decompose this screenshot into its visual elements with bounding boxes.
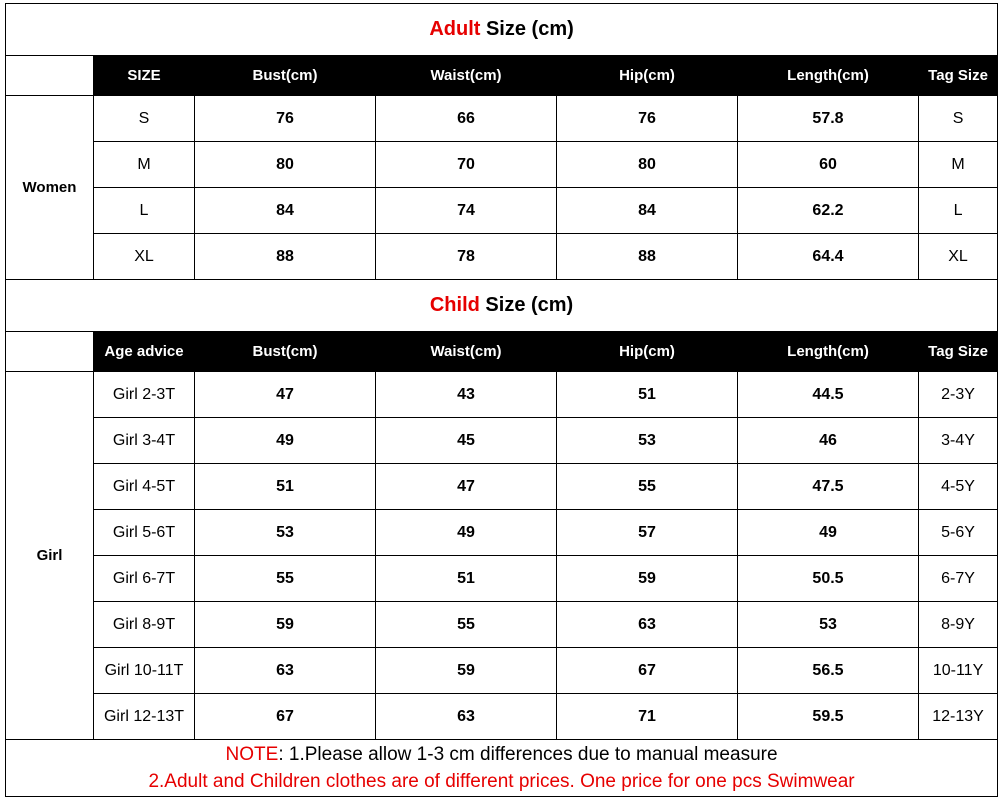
child-title-accent: Child: [429, 294, 480, 316]
child-column-header: Length(cm): [738, 332, 919, 372]
tag-size-cell: 8-9Y: [919, 602, 998, 648]
tag-size-cell: 4-5Y: [919, 464, 998, 510]
adult-column-header: Tag Size: [919, 56, 998, 96]
note-cell: [6, 740, 998, 797]
size-cell: Girl 12-13T: [94, 694, 195, 740]
note-line-2: 2.Adult and Children clothes are of different prices. One price for one pcs Swimwear: [148, 771, 855, 792]
child-table-row: [6, 510, 998, 556]
child-title-row: [6, 280, 998, 332]
hip-cell: 63: [557, 602, 738, 648]
length-cell: 60: [738, 142, 919, 188]
bust-cell: 67: [195, 694, 376, 740]
adult-section-title: [6, 4, 998, 56]
waist-cell: 51: [376, 556, 557, 602]
adult-column-header: Hip(cm): [557, 56, 738, 96]
child-column-header: Bust(cm): [195, 332, 376, 372]
size-cell: Girl 6-7T: [94, 556, 195, 602]
tag-size-cell: 10-11Y: [919, 648, 998, 694]
child-group-label: Girl: [6, 372, 94, 740]
size-cell: Girl 3-4T: [94, 418, 195, 464]
adult-table-row: [6, 142, 998, 188]
child-column-header: Age advice: [94, 332, 195, 372]
hip-cell: 80: [557, 142, 738, 188]
child-section-title: [6, 280, 998, 332]
tag-size-cell: XL: [919, 234, 998, 280]
tag-size-cell: 2-3Y: [919, 372, 998, 418]
adult-table-row: [6, 234, 998, 280]
adult-table-row: [6, 96, 998, 142]
child-table-row: [6, 464, 998, 510]
adult-table-row: [6, 188, 998, 234]
length-cell: 49: [738, 510, 919, 556]
adult-column-header: Length(cm): [738, 56, 919, 96]
bust-cell: 55: [195, 556, 376, 602]
waist-cell: 70: [376, 142, 557, 188]
length-cell: 47.5: [738, 464, 919, 510]
bust-cell: 59: [195, 602, 376, 648]
waist-cell: 66: [376, 96, 557, 142]
size-cell: Girl 5-6T: [94, 510, 195, 556]
bust-cell: 53: [195, 510, 376, 556]
child-table-row: [6, 694, 998, 740]
waist-cell: 63: [376, 694, 557, 740]
adult-title-accent: Adult: [429, 18, 481, 40]
size-cell: Girl 8-9T: [94, 602, 195, 648]
note-line-1: [6, 741, 997, 768]
bust-cell: 88: [195, 234, 376, 280]
size-chart-table: [5, 3, 998, 797]
waist-cell: 49: [376, 510, 557, 556]
length-cell: 46: [738, 418, 919, 464]
bust-cell: 51: [195, 464, 376, 510]
length-cell: 50.5: [738, 556, 919, 602]
tag-size-cell: L: [919, 188, 998, 234]
hip-cell: 71: [557, 694, 738, 740]
adult-column-header: Bust(cm): [195, 56, 376, 96]
hip-cell: 76: [557, 96, 738, 142]
bust-cell: 47: [195, 372, 376, 418]
length-cell: 59.5: [738, 694, 919, 740]
tag-size-cell: 5-6Y: [919, 510, 998, 556]
hip-cell: 55: [557, 464, 738, 510]
hip-cell: 88: [557, 234, 738, 280]
note-text-1: : 1.Please allow 1-3 cm differences due to manual measure: [278, 744, 778, 765]
child-table-row: [6, 602, 998, 648]
adult-column-header: Waist(cm): [376, 56, 557, 96]
size-cell: M: [94, 142, 195, 188]
adult-column-header: SIZE: [94, 56, 195, 96]
hip-cell: 53: [557, 418, 738, 464]
adult-group-label: Women: [6, 96, 94, 280]
bust-cell: 49: [195, 418, 376, 464]
length-cell: 64.4: [738, 234, 919, 280]
size-cell: Girl 2-3T: [94, 372, 195, 418]
size-chart-body: [6, 4, 998, 797]
length-cell: 57.8: [738, 96, 919, 142]
adult-title-rest: Size (cm): [480, 18, 574, 40]
child-table-row: [6, 372, 998, 418]
waist-cell: 59: [376, 648, 557, 694]
size-cell: S: [94, 96, 195, 142]
child-column-header: Tag Size: [919, 332, 998, 372]
waist-cell: 45: [376, 418, 557, 464]
waist-cell: 74: [376, 188, 557, 234]
waist-cell: 47: [376, 464, 557, 510]
length-cell: 53: [738, 602, 919, 648]
child-table-row: [6, 418, 998, 464]
hip-cell: 59: [557, 556, 738, 602]
length-cell: 62.2: [738, 188, 919, 234]
tag-size-cell: M: [919, 142, 998, 188]
length-cell: 56.5: [738, 648, 919, 694]
bust-cell: 63: [195, 648, 376, 694]
hip-cell: 51: [557, 372, 738, 418]
waist-cell: 78: [376, 234, 557, 280]
tag-size-cell: 12-13Y: [919, 694, 998, 740]
child-column-header: Waist(cm): [376, 332, 557, 372]
bust-cell: 84: [195, 188, 376, 234]
adult-title-row: [6, 4, 998, 56]
note-row: [6, 740, 998, 797]
hip-cell: 67: [557, 648, 738, 694]
child-header-row: [6, 332, 998, 372]
waist-cell: 55: [376, 602, 557, 648]
adult-header-row: [6, 56, 998, 96]
adult-header-blank: [6, 56, 94, 96]
bust-cell: 76: [195, 96, 376, 142]
size-cell: XL: [94, 234, 195, 280]
length-cell: 44.5: [738, 372, 919, 418]
child-column-header: Hip(cm): [557, 332, 738, 372]
size-cell: Girl 4-5T: [94, 464, 195, 510]
tag-size-cell: 3-4Y: [919, 418, 998, 464]
note-label: NOTE: [225, 744, 279, 765]
tag-size-cell: S: [919, 96, 998, 142]
tag-size-cell: 6-7Y: [919, 556, 998, 602]
bust-cell: 80: [195, 142, 376, 188]
child-header-blank: [6, 332, 94, 372]
child-title-rest: Size (cm): [479, 294, 574, 316]
waist-cell: 43: [376, 372, 557, 418]
hip-cell: 57: [557, 510, 738, 556]
size-cell: Girl 10-11T: [94, 648, 195, 694]
hip-cell: 84: [557, 188, 738, 234]
size-cell: L: [94, 188, 195, 234]
child-table-row: [6, 556, 998, 602]
child-table-row: [6, 648, 998, 694]
